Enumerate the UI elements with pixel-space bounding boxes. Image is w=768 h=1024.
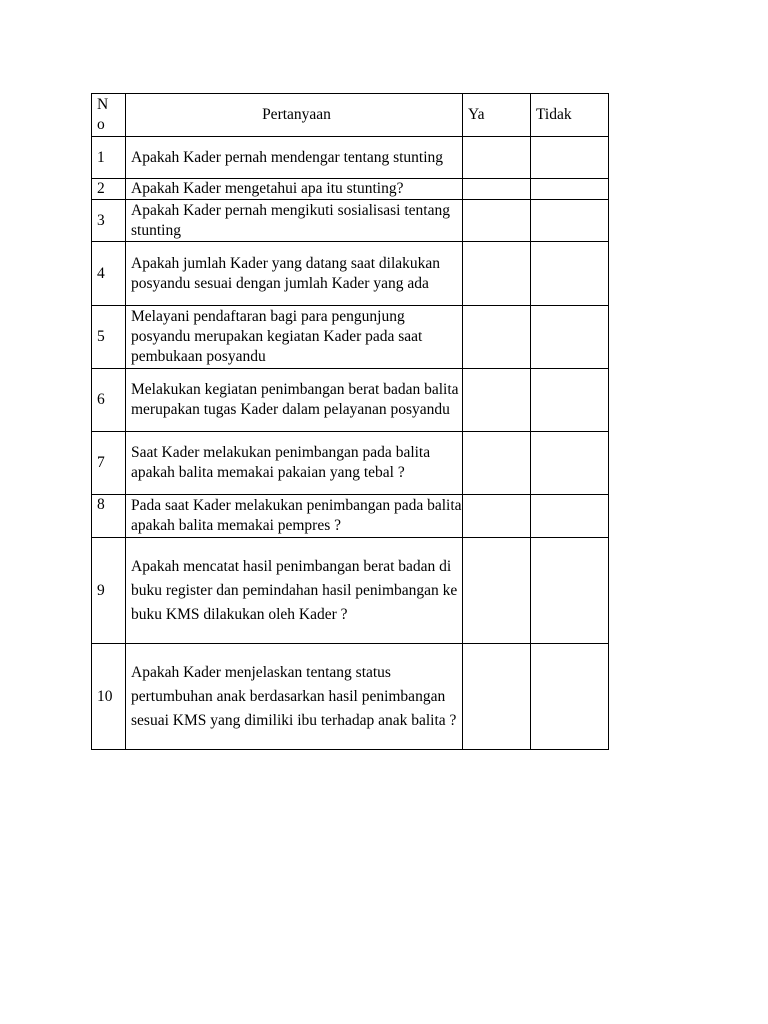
- answer-no-cell[interactable]: [531, 242, 609, 306]
- row-question: Pada saat Kader melakukan penimbangan pada balita apakah balita memakai pempres ?: [126, 495, 463, 538]
- answer-no-cell[interactable]: [531, 200, 609, 242]
- answer-yes-cell[interactable]: [463, 306, 531, 369]
- answer-yes-cell[interactable]: [463, 242, 531, 306]
- answer-no-cell[interactable]: [531, 306, 609, 369]
- table-row: [92, 200, 609, 242]
- row-question: Apakah Kader pernah mendengar tentang stunting: [126, 137, 463, 179]
- questionnaire-table: [91, 93, 609, 750]
- table-row: [92, 306, 609, 369]
- row-number: 8: [92, 495, 126, 538]
- answer-no-cell[interactable]: [531, 137, 609, 179]
- answer-no-cell[interactable]: [531, 538, 609, 644]
- answer-yes-cell[interactable]: [463, 137, 531, 179]
- row-number: 6: [92, 369, 126, 432]
- answer-yes-cell[interactable]: [463, 538, 531, 644]
- table-row: [92, 369, 609, 432]
- answer-yes-cell[interactable]: [463, 432, 531, 495]
- header-yes: Ya: [463, 94, 531, 137]
- answer-no-cell[interactable]: [531, 432, 609, 495]
- answer-no-cell[interactable]: [531, 369, 609, 432]
- row-question: Apakah mencatat hasil penimbangan berat badan di buku register dan pemindahan hasil penimbangan ke buku KMS dilakukan oleh Kader ?: [126, 538, 463, 644]
- table-row: [92, 495, 609, 538]
- row-number: 3: [92, 200, 126, 242]
- header-no-line2: o: [97, 116, 105, 133]
- row-number: 2: [92, 179, 126, 200]
- table-row: [92, 179, 609, 200]
- answer-yes-cell[interactable]: [463, 200, 531, 242]
- header-no: [92, 94, 126, 137]
- row-number: 5: [92, 306, 126, 369]
- answer-no-cell[interactable]: [531, 495, 609, 538]
- answer-yes-cell[interactable]: [463, 179, 531, 200]
- answer-yes-cell[interactable]: [463, 644, 531, 750]
- row-question: Melakukan kegiatan penimbangan berat badan balita merupakan tugas Kader dalam pelayanan posyandu: [126, 369, 463, 432]
- row-question: Saat Kader melakukan penimbangan pada balita apakah balita memakai pakaian yang tebal ?: [126, 432, 463, 495]
- row-question: Melayani pendaftaran bagi para pengunjung posyandu merupakan kegiatan Kader pada saat pembukaan posyandu: [126, 306, 463, 369]
- answer-yes-cell[interactable]: [463, 495, 531, 538]
- table-row: [92, 242, 609, 306]
- header-no-line1: N: [97, 96, 109, 113]
- table-row: [92, 137, 609, 179]
- header-no-answer: Tidak: [531, 94, 609, 137]
- row-number: 1: [92, 137, 126, 179]
- table-row: [92, 644, 609, 750]
- answer-no-cell[interactable]: [531, 644, 609, 750]
- table-row: [92, 432, 609, 495]
- row-question: Apakah jumlah Kader yang datang saat dilakukan posyandu sesuai dengan jumlah Kader yang ada: [126, 242, 463, 306]
- table-header-row: [92, 94, 609, 137]
- row-number: 10: [92, 644, 126, 750]
- answer-yes-cell[interactable]: [463, 369, 531, 432]
- table-row: [92, 538, 609, 644]
- answer-no-cell[interactable]: [531, 179, 609, 200]
- row-question: Apakah Kader menjelaskan tentang status pertumbuhan anak berdasarkan hasil penimbangan sesuai KMS yang dimiliki ibu terhadap anak balita ?: [126, 644, 463, 750]
- row-question: Apakah Kader pernah mengikuti sosialisasi tentang stunting: [126, 200, 463, 242]
- row-question: Apakah Kader mengetahui apa itu stunting?: [126, 179, 463, 200]
- row-number: 7: [92, 432, 126, 495]
- header-question: Pertanyaan: [126, 94, 463, 137]
- row-number: 4: [92, 242, 126, 306]
- row-number: 9: [92, 538, 126, 644]
